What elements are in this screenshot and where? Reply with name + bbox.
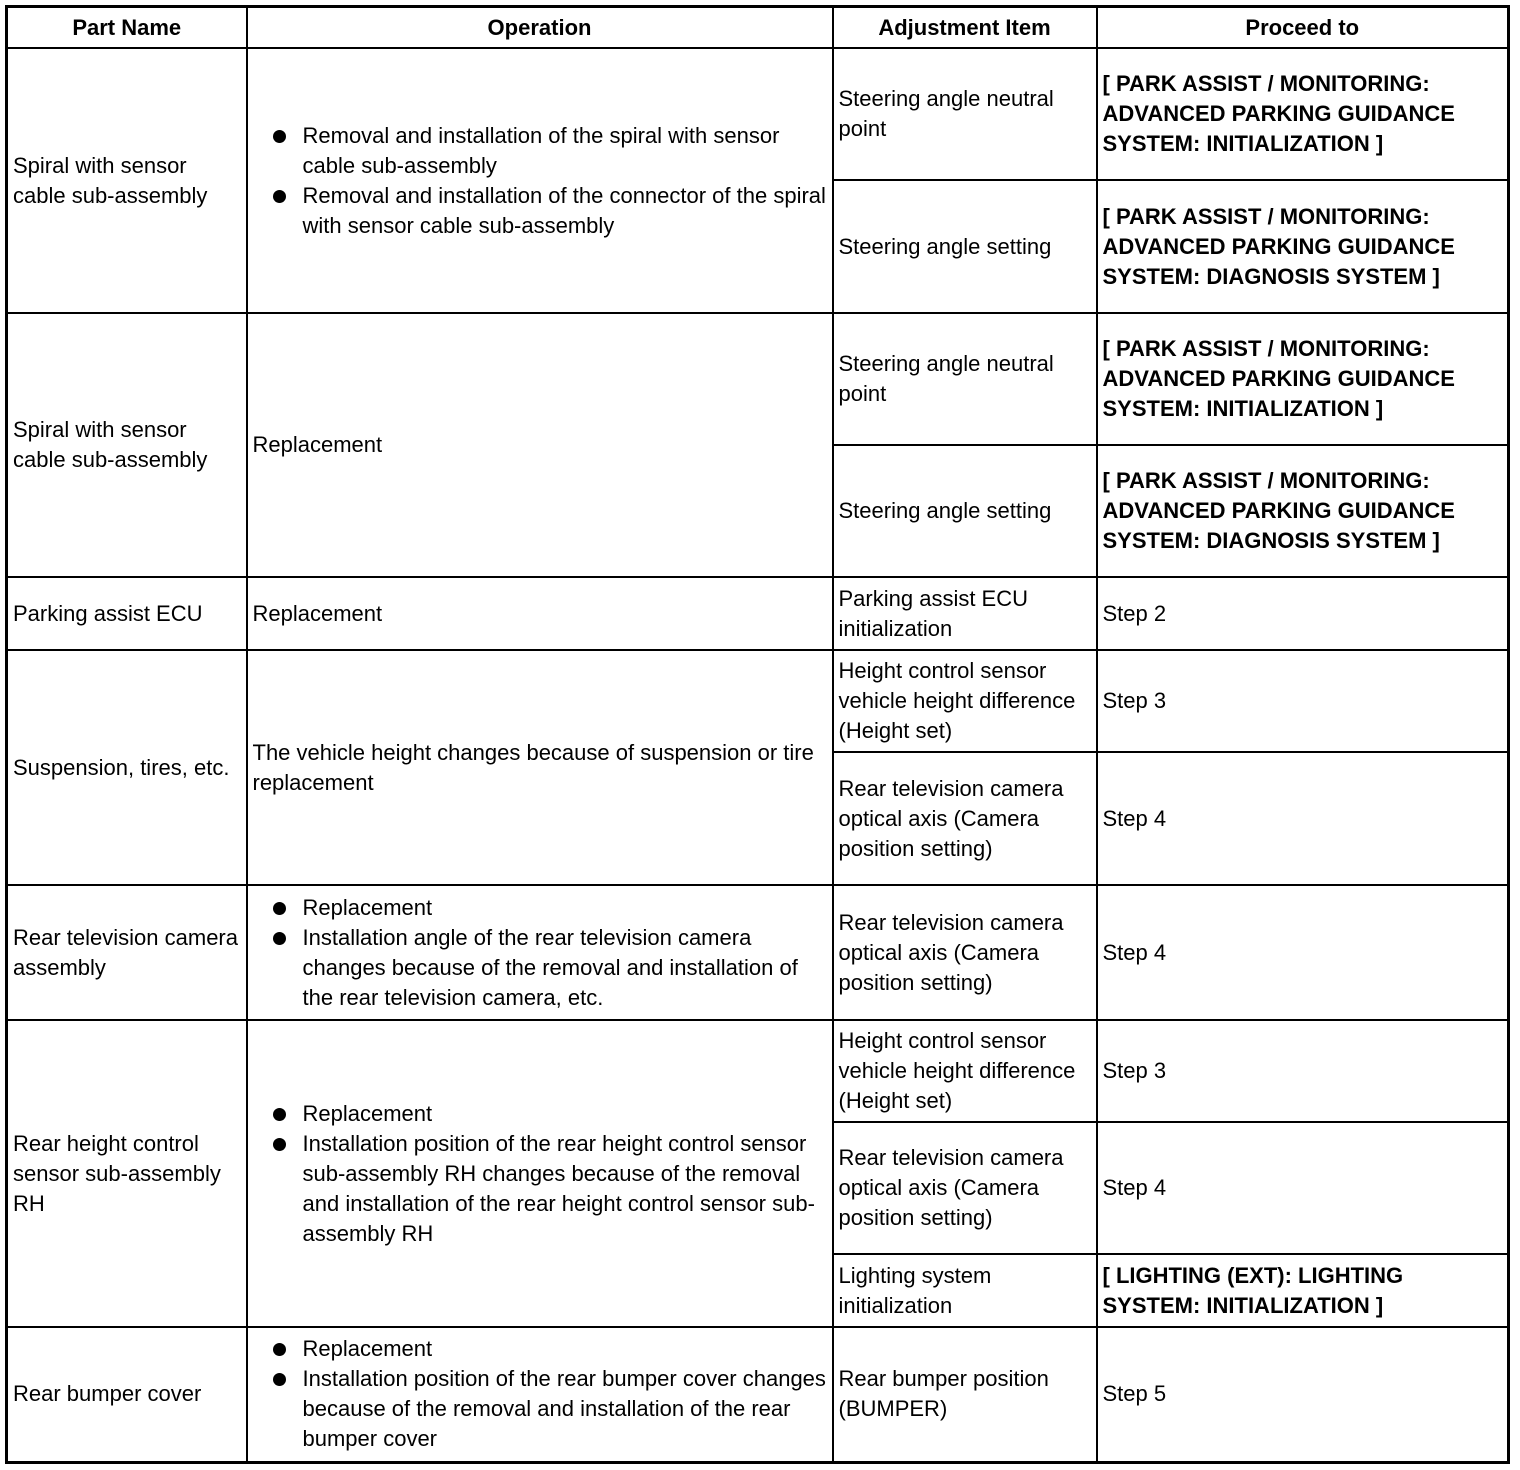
- operation: The vehicle height changes because of suspension or tire replacement: [247, 650, 833, 885]
- adjustment-table: [5, 5, 1510, 1464]
- header-proceed-to: Proceed to: [1097, 7, 1509, 49]
- proceed-link[interactable]: [ LIGHTING (EXT): LIGHTING SYSTEM: INITIALIZATION ]: [1097, 1254, 1509, 1327]
- operation: Replacement: [247, 313, 833, 577]
- part-name: Spiral with sensor cable sub-assembly: [7, 48, 247, 313]
- adjustment-item: Height control sensor vehicle height difference (Height set): [833, 650, 1097, 752]
- operation-bullet: Removal and installation of the connector of the spiral with sensor cable sub-assembly: [303, 181, 827, 241]
- proceed-step: Step 5: [1097, 1327, 1509, 1462]
- proceed-step: Step 2: [1097, 577, 1509, 650]
- table-row: [7, 885, 1509, 1020]
- proceed-step: Step 3: [1097, 1020, 1509, 1122]
- header-operation: Operation: [247, 7, 833, 49]
- adjustment-item: Rear bumper position (BUMPER): [833, 1327, 1097, 1462]
- adjustment-item: Rear television camera optical axis (Camera position setting): [833, 752, 1097, 885]
- table-row: [7, 313, 1509, 445]
- proceed-step: Step 4: [1097, 885, 1509, 1020]
- header-adjustment-item: Adjustment Item: [833, 7, 1097, 49]
- table-row: [7, 1020, 1509, 1122]
- operation: Replacement: [247, 577, 833, 650]
- operation-bullet: Removal and installation of the spiral with sensor cable sub-assembly: [303, 121, 827, 181]
- adjustment-item: Lighting system initialization: [833, 1254, 1097, 1327]
- operation: [247, 1020, 833, 1327]
- operation-bullet: Replacement: [303, 1334, 827, 1364]
- adjustment-item: Parking assist ECU initialization: [833, 577, 1097, 650]
- part-name: Parking assist ECU: [7, 577, 247, 650]
- part-name: Rear television camera assembly: [7, 885, 247, 1020]
- proceed-link[interactable]: [ PARK ASSIST / MONITORING: ADVANCED PARKING GUIDANCE SYSTEM: DIAGNOSIS SYSTEM ]: [1097, 180, 1509, 313]
- table-row: [7, 577, 1509, 650]
- adjustment-item: Steering angle neutral point: [833, 48, 1097, 180]
- table-row: [7, 650, 1509, 752]
- operation: [247, 48, 833, 313]
- operation-bullet: Installation angle of the rear television camera changes because of the removal and installation of the rear television camera, etc.: [303, 923, 827, 1013]
- header-part-name: Part Name: [7, 7, 247, 49]
- part-name: Suspension, tires, etc.: [7, 650, 247, 885]
- proceed-link[interactable]: [ PARK ASSIST / MONITORING: ADVANCED PARKING GUIDANCE SYSTEM: INITIALIZATION ]: [1097, 313, 1509, 445]
- table-row: [7, 1327, 1509, 1462]
- part-name: Rear bumper cover: [7, 1327, 247, 1462]
- proceed-step: Step 4: [1097, 752, 1509, 885]
- header-row: [7, 7, 1509, 49]
- adjustment-item: Height control sensor vehicle height difference (Height set): [833, 1020, 1097, 1122]
- adjustment-item: Steering angle setting: [833, 445, 1097, 577]
- operation-bullet: Installation position of the rear height control sensor sub-assembly RH changes because of the removal and installation of the rear height control sensor sub-assembly RH: [303, 1129, 827, 1249]
- part-name: Rear height control sensor sub-assembly RH: [7, 1020, 247, 1327]
- adjustment-item: Steering angle setting: [833, 180, 1097, 313]
- operation-bullet: Replacement: [303, 1099, 827, 1129]
- proceed-step: Step 4: [1097, 1122, 1509, 1254]
- adjustment-item: Rear television camera optical axis (Camera position setting): [833, 885, 1097, 1020]
- operation-bullet: Replacement: [303, 893, 827, 923]
- operation-bullet: Installation position of the rear bumper cover changes because of the removal and installation of the rear bumper cover: [303, 1364, 827, 1454]
- operation: [247, 1327, 833, 1462]
- part-name: Spiral with sensor cable sub-assembly: [7, 313, 247, 577]
- table-row: [7, 48, 1509, 180]
- proceed-link[interactable]: [ PARK ASSIST / MONITORING: ADVANCED PARKING GUIDANCE SYSTEM: INITIALIZATION ]: [1097, 48, 1509, 180]
- adjustment-item: Rear television camera optical axis (Camera position setting): [833, 1122, 1097, 1254]
- proceed-link[interactable]: [ PARK ASSIST / MONITORING: ADVANCED PARKING GUIDANCE SYSTEM: DIAGNOSIS SYSTEM ]: [1097, 445, 1509, 577]
- operation: [247, 885, 833, 1020]
- adjustment-item: Steering angle neutral point: [833, 313, 1097, 445]
- proceed-step: Step 3: [1097, 650, 1509, 752]
